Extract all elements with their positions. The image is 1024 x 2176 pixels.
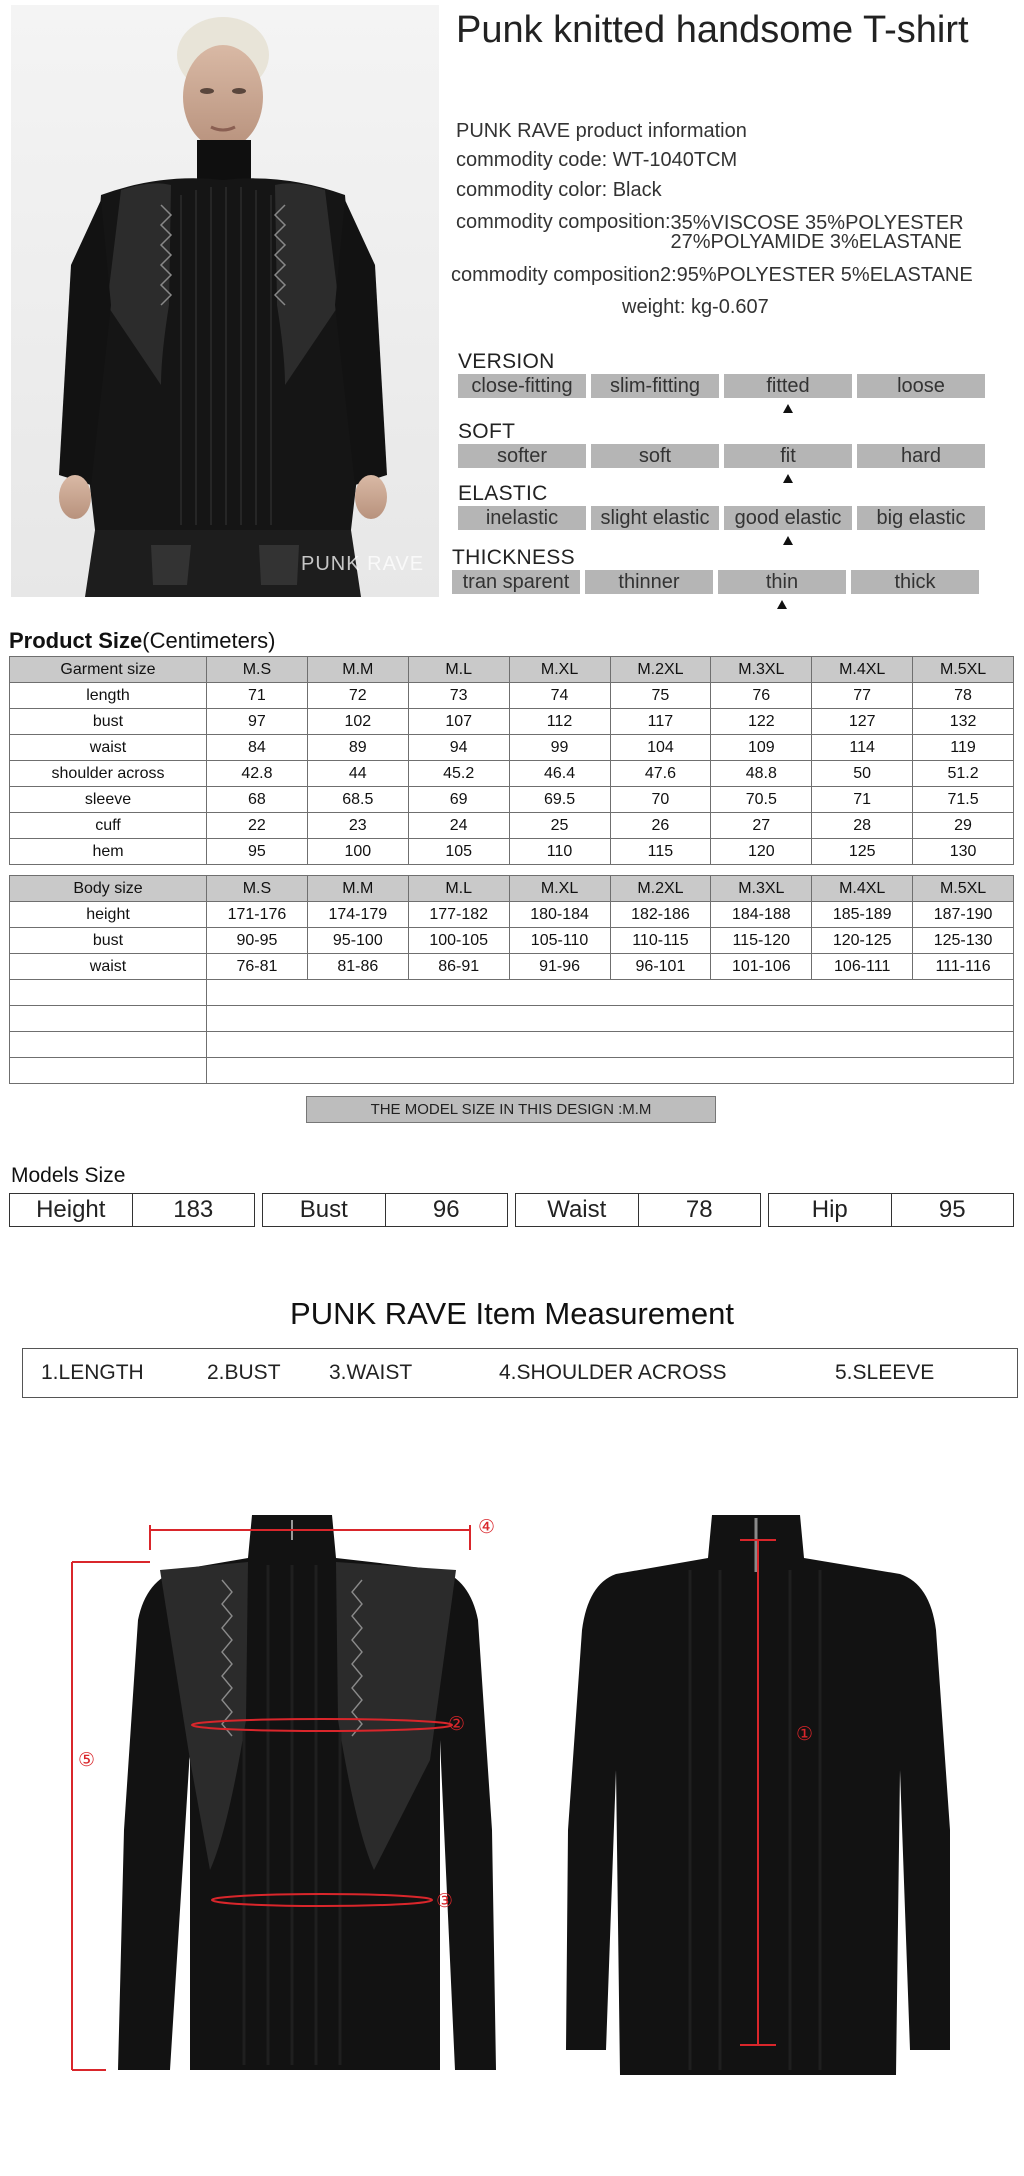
table-cell: 107: [408, 709, 509, 735]
model-size-note: THE MODEL SIZE IN THIS DESIGN :M.M: [306, 1096, 716, 1123]
table-header-cell: M.S: [207, 657, 308, 683]
table-header-cell: M.S: [207, 876, 308, 902]
table-row-label: waist: [10, 954, 207, 980]
table-cell: 47.6: [610, 761, 711, 787]
table-row: [10, 761, 1014, 787]
table-cell: 114: [812, 735, 913, 761]
weight: [622, 296, 769, 319]
table-header-cell: M.2XL: [610, 876, 711, 902]
info-heading: PUNK RAVE product information: [456, 120, 747, 142]
table-cell: 89: [307, 735, 408, 761]
table-header-cell: M.M: [307, 876, 408, 902]
measurement-item-shoulder: 4.SHOULDER ACROSS: [499, 1361, 727, 1384]
product-size-table: [9, 656, 1014, 865]
table-cell: 81-86: [307, 954, 408, 980]
table-cell: 112: [509, 709, 610, 735]
version-option: loose: [857, 374, 985, 398]
table-cell: 69: [408, 787, 509, 813]
table-cell: 125-130: [913, 928, 1014, 954]
table-cell: 70: [610, 787, 711, 813]
table-cell: 75: [610, 683, 711, 709]
table-cell-empty: [10, 1032, 207, 1058]
table-cell-empty: [207, 1006, 1014, 1032]
table-row-label: bust: [10, 928, 207, 954]
table-cell: 72: [307, 683, 408, 709]
table-cell: 115: [610, 839, 711, 865]
models-size-value: 95: [891, 1194, 1014, 1226]
table-cell: 177-182: [408, 902, 509, 928]
table-cell: 125: [812, 839, 913, 865]
table-cell: 84: [207, 735, 308, 761]
table-header-cell: M.4XL: [812, 876, 913, 902]
table-cell-empty: [10, 1058, 207, 1084]
table-cell: 51.2: [913, 761, 1014, 787]
color-value: Black: [612, 179, 662, 201]
table-header-cell: Body size: [10, 876, 207, 902]
marker-waist-label: ③: [436, 1890, 454, 1912]
table-cell: 90-95: [207, 928, 308, 954]
thickness-option: thick: [851, 570, 979, 594]
table-cell: 109: [711, 735, 812, 761]
table-cell: 184-188: [711, 902, 812, 928]
table-cell: 71.5: [913, 787, 1014, 813]
garment-front: [118, 1515, 496, 2070]
table-cell: 76-81: [207, 954, 308, 980]
table-cell: 97: [207, 709, 308, 735]
table-cell: 94: [408, 735, 509, 761]
table-cell: 71: [207, 683, 308, 709]
measurement-item-sleeve: 5.SLEEVE: [835, 1361, 935, 1384]
marker-shoulder-label: ④: [478, 1516, 496, 1538]
table-cell: 106-111: [812, 954, 913, 980]
table-row: [10, 839, 1014, 865]
marker-sleeve-label: ⑤: [78, 1749, 96, 1771]
version-option: slim-fitting: [591, 374, 719, 398]
garment-diagram-svg: [0, 1470, 1024, 2110]
selected-marker-icon: [783, 536, 793, 545]
table-header-cell: M.5XL: [913, 657, 1014, 683]
models-size-value: 96: [385, 1194, 508, 1226]
soft-option-text: fit: [780, 445, 796, 467]
body-size-table: [9, 875, 1014, 1084]
table-cell: 68: [207, 787, 308, 813]
measurement-item-length: 1.LENGTH: [41, 1361, 144, 1384]
table-cell: 119: [913, 735, 1014, 761]
table-header-cell: M.L: [408, 657, 509, 683]
table-cell: 77: [812, 683, 913, 709]
table-cell: 187-190: [913, 902, 1014, 928]
measurement-item-bust: 2.BUST: [207, 1361, 281, 1384]
product-size-unit: (Centimeters): [142, 628, 276, 653]
table-cell: 171-176: [207, 902, 308, 928]
table-header-cell: M.3XL: [711, 657, 812, 683]
soft-option: hard: [857, 444, 985, 468]
table-cell: 73: [408, 683, 509, 709]
table-cell: 23: [307, 813, 408, 839]
version-option-text: fitted: [766, 375, 810, 397]
table-row: [10, 735, 1014, 761]
table-cell: 95: [207, 839, 308, 865]
table-cell: 130: [913, 839, 1014, 865]
version-option-selected: [724, 374, 852, 398]
table-row-label: height: [10, 902, 207, 928]
models-size-label: Waist: [547, 1196, 607, 1223]
table-cell: 100-105: [408, 928, 509, 954]
table-row: [10, 928, 1014, 954]
table-cell: 120-125: [812, 928, 913, 954]
table-row-empty: [10, 980, 1014, 1006]
elastic-label: ELASTIC: [458, 482, 548, 505]
table-cell: 86-91: [408, 954, 509, 980]
table-cell: 42.8: [207, 761, 308, 787]
table-header-row: [10, 876, 1014, 902]
soft-option: softer: [458, 444, 586, 468]
version-label: VERSION: [458, 350, 555, 373]
composition2-label: commodity composition2:: [451, 264, 677, 286]
product-size-heading: [9, 628, 276, 654]
table-cell-empty: [207, 1058, 1014, 1084]
table-row-label: sleeve: [10, 787, 207, 813]
table-cell: 28: [812, 813, 913, 839]
table-cell: 45.2: [408, 761, 509, 787]
table-cell: 96-101: [610, 954, 711, 980]
table-cell: 182-186: [610, 902, 711, 928]
thickness-option-selected: [718, 570, 846, 594]
table-cell: 110-115: [610, 928, 711, 954]
table-cell: 100: [307, 839, 408, 865]
elastic-option: inelastic: [458, 506, 586, 530]
table-header-cell: M.5XL: [913, 876, 1014, 902]
table-header-cell: M.XL: [509, 657, 610, 683]
table-cell: 180-184: [509, 902, 610, 928]
models-size-bust: [262, 1193, 508, 1227]
model-photo: [11, 5, 439, 597]
color-label: commodity color:: [456, 179, 608, 201]
elastic-scale: [458, 506, 985, 530]
table-cell: 174-179: [307, 902, 408, 928]
table-cell: 120: [711, 839, 812, 865]
table-cell: 46.4: [509, 761, 610, 787]
table-cell: 22: [207, 813, 308, 839]
composition-values: [671, 211, 964, 252]
models-size-label: Hip: [811, 1196, 848, 1223]
thickness-option-text: thin: [765, 571, 799, 593]
elastic-option-text: good elastic: [734, 507, 842, 529]
elastic-option-selected: [724, 506, 852, 530]
table-cell: 69.5: [509, 787, 610, 813]
elastic-option: slight elastic: [591, 506, 719, 530]
composition-line-2: 27%POLYAMIDE 3%ELASTANE: [670, 231, 962, 253]
table-header-row: [10, 657, 1014, 683]
table-cell: 132: [913, 709, 1014, 735]
version-option: close-fitting: [458, 374, 586, 398]
table-cell: 104: [610, 735, 711, 761]
table-cell: 76: [711, 683, 812, 709]
soft-option: soft: [591, 444, 719, 468]
commodity-color: [456, 179, 662, 202]
marker-bust-label: ②: [448, 1713, 466, 1735]
composition2-value: 95%POLYESTER 5%ELASTANE: [676, 264, 973, 286]
table-cell: 115-120: [711, 928, 812, 954]
code-value: WT-1040TCM: [612, 149, 738, 171]
garment-measurement-diagram: [0, 1470, 1024, 2110]
table-cell-empty: [207, 1032, 1014, 1058]
selected-marker-icon: [783, 404, 793, 413]
selected-marker-icon: [783, 474, 793, 483]
table-header-cell: M.4XL: [812, 657, 913, 683]
table-cell: 27: [711, 813, 812, 839]
weight-value: kg-0.607: [690, 296, 769, 318]
table-row-label: shoulder across: [10, 761, 207, 787]
table-cell-empty: [10, 1006, 207, 1032]
composition-line-1: 35%VISCOSE 35%POLYESTER: [670, 212, 964, 234]
composition-label: commodity composition:: [456, 211, 671, 233]
version-scale: [458, 374, 985, 398]
table-row-label: length: [10, 683, 207, 709]
table-cell: 70.5: [711, 787, 812, 813]
table-cell: 44: [307, 761, 408, 787]
product-title: Punk knitted handsome T-shirt: [456, 9, 969, 51]
table-cell-empty: [10, 980, 207, 1006]
models-size-heading: Models Size: [11, 1164, 126, 1187]
models-size-value: 78: [638, 1194, 761, 1226]
table-row-empty: [10, 1058, 1014, 1084]
models-size-label: Height: [36, 1196, 106, 1223]
table-header-cell: M.L: [408, 876, 509, 902]
table-cell: 48.8: [711, 761, 812, 787]
table-cell: 185-189: [812, 902, 913, 928]
models-size-value: 183: [132, 1194, 255, 1226]
table-cell: 29: [913, 813, 1014, 839]
table-row: [10, 683, 1014, 709]
table-cell: 24: [408, 813, 509, 839]
models-size-hip: [768, 1193, 1014, 1227]
thickness-option: tran sparent: [452, 570, 580, 594]
table-row: [10, 954, 1014, 980]
product-size-body: [10, 683, 1014, 865]
models-size-label: Bust: [299, 1196, 348, 1223]
table-cell: 74: [509, 683, 610, 709]
table-cell: 102: [307, 709, 408, 735]
table-cell: 111-116: [913, 954, 1014, 980]
table-cell: 99: [509, 735, 610, 761]
product-size-title: Product Size: [9, 628, 143, 653]
soft-scale: [458, 444, 985, 468]
table-cell: 101-106: [711, 954, 812, 980]
table-cell: 110: [509, 839, 610, 865]
marker-length-label: ①: [796, 1723, 814, 1745]
code-label: commodity code:: [456, 149, 608, 171]
selected-marker-icon: [777, 600, 787, 609]
table-cell: 127: [812, 709, 913, 735]
table-header-cell: M.M: [307, 657, 408, 683]
table-cell: 26: [610, 813, 711, 839]
models-size-height: [9, 1193, 255, 1227]
thickness-label: THICKNESS: [452, 546, 575, 569]
models-size-row: [9, 1193, 1014, 1227]
weight-label: weight:: [622, 296, 686, 318]
table-row: [10, 902, 1014, 928]
table-row-label: cuff: [10, 813, 207, 839]
table-cell: 105: [408, 839, 509, 865]
measurement-legend: [22, 1348, 1018, 1398]
models-size-waist: [515, 1193, 761, 1227]
commodity-composition-2: [451, 264, 973, 287]
table-cell: 105-110: [509, 928, 610, 954]
table-header-cell: Garment size: [10, 657, 207, 683]
elastic-option: big elastic: [857, 506, 985, 530]
table-row: [10, 787, 1014, 813]
soft-label: SOFT: [458, 420, 516, 443]
table-row-label: bust: [10, 709, 207, 735]
body-size-body: [10, 902, 1014, 1084]
table-cell: 117: [610, 709, 711, 735]
table-cell: 71: [812, 787, 913, 813]
table-cell: 68.5: [307, 787, 408, 813]
model-illustration: [11, 5, 439, 597]
table-cell: 25: [509, 813, 610, 839]
table-cell: 95-100: [307, 928, 408, 954]
thickness-option: thinner: [585, 570, 713, 594]
photo-watermark: PUNK RAVE: [301, 553, 425, 575]
table-row-empty: [10, 1006, 1014, 1032]
table-cell: 78: [913, 683, 1014, 709]
table-cell: 122: [711, 709, 812, 735]
table-row-label: waist: [10, 735, 207, 761]
table-header-cell: M.2XL: [610, 657, 711, 683]
table-row-label: hem: [10, 839, 207, 865]
table-cell: 91-96: [509, 954, 610, 980]
measurement-item-waist: 3.WAIST: [329, 1361, 413, 1384]
measurement-title: PUNK RAVE Item Measurement: [290, 1296, 734, 1331]
table-row: [10, 813, 1014, 839]
table-header-cell: M.XL: [509, 876, 610, 902]
table-row-empty: [10, 1032, 1014, 1058]
commodity-composition: [456, 211, 964, 252]
table-cell: 50: [812, 761, 913, 787]
commodity-code: [456, 149, 737, 172]
soft-option-selected: [724, 444, 852, 468]
table-header-cell: M.3XL: [711, 876, 812, 902]
table-row: [10, 709, 1014, 735]
table-cell-empty: [207, 980, 1014, 1006]
thickness-scale: [452, 570, 979, 594]
